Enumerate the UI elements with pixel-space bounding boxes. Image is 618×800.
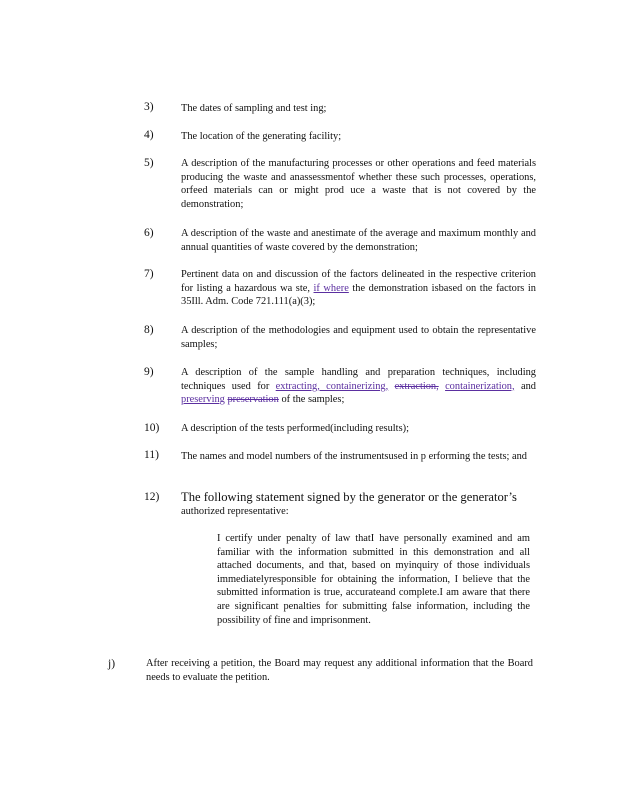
item-7-text-a: Pertinent data on and discussion of the factors delineated in the respective criterion for listing a hazardous wa ste,: [181, 269, 536, 294]
item-number-6: 6): [144, 227, 154, 239]
item-number-4: 4): [144, 129, 154, 141]
item-number-11: 11): [144, 449, 159, 461]
item-number-12: 12): [144, 491, 160, 503]
item-text-9: [181, 366, 536, 407]
item-text-3: The dates of sampling and test ing;: [181, 103, 327, 114]
item-text-12: authorized representative:: [181, 506, 289, 517]
item-text-6: A description of the waste and anestimate of the average and maximum monthly and annual quantities of waste covered by the demonstration;: [181, 228, 536, 253]
item-text-8: A description of the methodologies and equipment used to obtain the representative samples;: [181, 325, 536, 350]
item-9-text-b: and: [520, 380, 536, 392]
item-number-9: 9): [144, 366, 154, 378]
item-number-10: 10): [144, 422, 160, 434]
certification-statement: I certify under penalty of law thatI have personally examined and am familiar with the information submitted in this demonstration and all attached documents, and that, based on myinquiry of those individuals immediatelyresponsible for obtaining the information, I believe that the submitted information is true, accurateand complete.I am aware that there are significant penalties for submitting false information, including the possibility of fine and imprisonment.: [217, 533, 530, 626]
item-text-7: [181, 268, 536, 309]
item-9-insertion-1: extracting, containerizing,: [275, 380, 389, 392]
item-text-10: A description of the tests performed(including results);: [181, 423, 409, 434]
item-number-8: 8): [144, 324, 154, 336]
item-9-text-c: of the samples;: [281, 394, 345, 406]
item-9-text-a: A description of the sample handling and preparation techniques, including techniques used for: [181, 367, 536, 392]
item-text-4: The location of the generating facility;: [181, 131, 342, 142]
item-9-deletion-1: extraction,: [394, 380, 439, 392]
item-9-insertion-3: preserving: [181, 394, 225, 406]
item-9-deletion-2: preservation: [227, 394, 279, 406]
item-text-11: The names and model numbers of the instrumentsused in p erforming the tests; and: [181, 451, 527, 462]
item-text-12-heading: The following statement signed by the generator or the generator’s: [181, 490, 517, 504]
section-text-j: After receiving a petition, the Board may request any additional information that the Board needs to evaluate the petition.: [146, 658, 533, 683]
item-number-7: 7): [144, 268, 154, 280]
item-7-text-b: the demonstration isbased on the factors in 35Ill. Adm. Code 721.111(a)(3);: [181, 282, 536, 308]
item-number-5: 5): [144, 157, 154, 169]
item-text-5: A description of the manufacturing processes or other operations and feed materials producing the waste and anassessmentof whether these such processes, operations, orfeed materials can or might prod uce a waste that is not covered by the demonstration;: [181, 158, 536, 210]
section-marker-j: j): [108, 658, 116, 670]
item-9-insertion-2: containerization,: [445, 380, 515, 392]
item-number-3: 3): [144, 101, 154, 113]
item-7-insertion: if where: [313, 282, 349, 294]
